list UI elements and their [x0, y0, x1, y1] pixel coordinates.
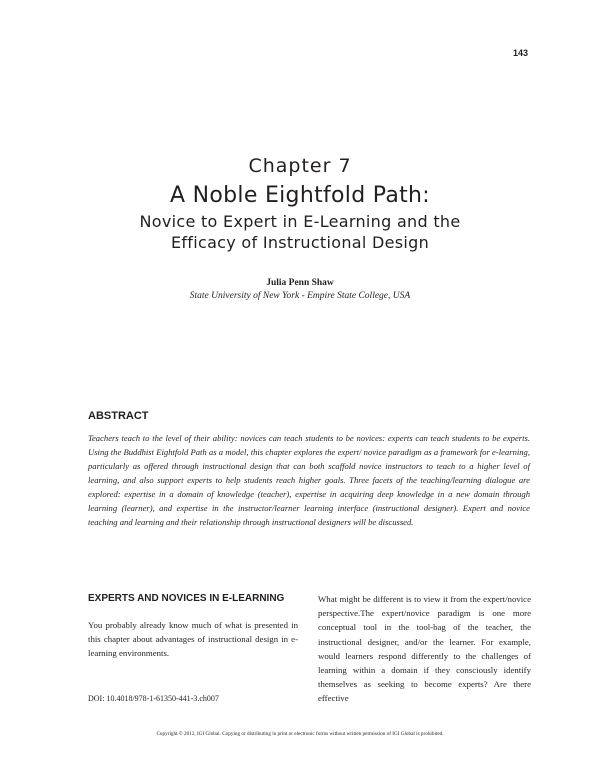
author-affiliation: State University of New York - Empire State College, USA	[189, 291, 411, 301]
right-column-text: What might be different is to view it from the expert/novice perspective.The expert/novice paradigm is one more conceptual tool in the tool-bag of the teacher, the instructional designer, and/or the learner. For example, would learners respond differently to the challenges of learning within a domain if they consciously identify themselves as seeking to become experts? Are there effective	[318, 594, 531, 704]
page-number: 143	[512, 48, 528, 58]
abstract-section	[88, 410, 530, 529]
left-column	[88, 592, 298, 661]
abstract-heading: ABSTRACT	[88, 410, 149, 422]
abstract-body: Teachers teach to the level of their ability: novices can teach students to be novices: experts can teach students to be experts. Using the Buddhist Eightfold Path as a model, this chapter explores the expert/ novice paradigm as a framework for e-learning, particularly as offered through instructional design that can both scaffold novice instructors to teach to a higher level of learning, and also support experts to help students reach higher goals. Three facets of the teaching/learning dialogue are explored: expertise in a domain of knowledge (teacher), expertise in acquiring deep knowledge in a new domain through learning (learner), and expertise in the instructor/learner learning interface (instructional designer). Expert and novice teaching and learning and their relationship through instructional designers will be discussed.	[88, 433, 530, 527]
doi: DOI: 10.4018/978-1-61350-441-3.ch007	[88, 694, 219, 703]
section-heading: EXPERTS AND NOVICES IN E-LEARNING	[88, 593, 285, 604]
chapter-header	[0, 155, 600, 253]
author-block	[0, 278, 600, 301]
copyright-notice: Copyright © 2012, IGI Global. Copying or distributing in print or electronic forms without written permission of IGI Global is prohibited.	[156, 731, 444, 737]
chapter-label: Chapter 7	[248, 155, 352, 177]
chapter-subtitle: Novice to Expert in E-Learning and the Efficacy of Instructional Design	[139, 212, 461, 252]
author-name: Julia Penn Shaw	[266, 278, 334, 288]
left-column-text: You probably already know much of what is presented in this chapter about advantages of instructional design in e-learning environments.	[88, 620, 298, 659]
chapter-title: A Noble Eightfold Path:	[169, 183, 431, 208]
right-column	[318, 592, 531, 706]
